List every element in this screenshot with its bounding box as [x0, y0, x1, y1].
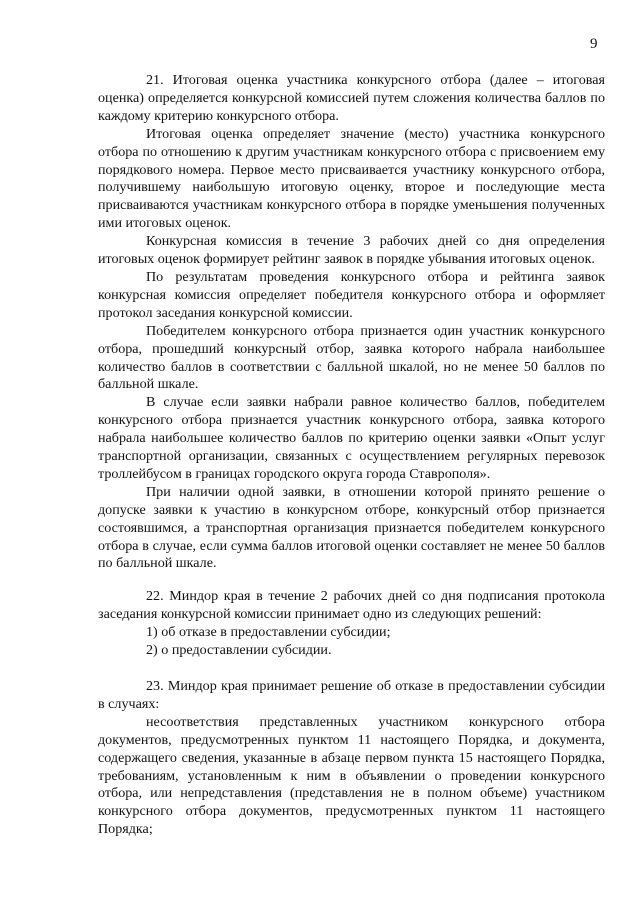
paragraph-22: 22. Миндор края в течение 2 рабочих дней со дня подписания протокола заседания конкурсной комиссии принимает одно из следующих решений: [98, 588, 605, 623]
paragraph-23: 23. Миндор края принимает решение об отказе в предоставлении субсидии в случаях: [98, 678, 605, 712]
paragraph-rating-formation: Конкурсная комиссия в течение 3 рабочих дней со дня определения итоговых оценок формирует рейтинг заявок в порядке убывания итоговых оценок. [98, 233, 605, 268]
list-item-provision: 2) о предоставлении субсидии. [146, 642, 332, 659]
paragraph-nonconformity: несоответствия представленных участником конкурсного отбора документов, предусмотренных пунктом 11 настоящего Порядка, и документа, содержащего сведения, указанные в абзаце первом пункта 15 настоящего Порядка, требованиям, установленным к ним в объявлении о проведении конкурсного отбора, или непредставления (представления не в полном объеме) участником конкурсного отбора документов, предусмотренных пунктом 11 настоящего Порядка; [98, 713, 605, 838]
document-body [98, 72, 605, 839]
paragraph-21: 21. Итоговая оценка участника конкурсного отбора (далее – итоговая оценка) определяется конкурсной комиссией путем сложения количества баллов по каждому критерию конкурсного отбора. [98, 72, 605, 124]
paragraph-equal-scores: В случае если заявки набрали равное количество баллов, победителем конкурсного отбора признается участник конкурсного отбора, заявка которого набрала наибольшее количество баллов по критерию оценки заявки «Опыт услуг транспортной организации, связанных с осуществлением регулярных перевозок троллейбусом в границах городского округа города Ставрополя». [98, 394, 605, 482]
paragraph-winner-criteria: Победителем конкурсного отбора признается один участник конкурсного отбора, прошедший конкурсный отбор, заявка которого набрала наибольшее количество баллов в соответствии с балльной шкалой, но не менее 50 баллов по балльной шкале. [98, 322, 605, 393]
paragraph-final-score-ranking: Итоговая оценка определяет значение (место) участника конкурсного отбора по отношению к другим участникам конкурсного отбора с присвоением ему порядкового номера. Первое место присваивается участнику конкурсного отбора, получившему наибольшую итоговую оценку, второе и последующие места присваиваются участникам конкурсного отбора в порядке уменьшения полученных ими итоговых оценок. [98, 125, 605, 232]
page-number: 9 [590, 36, 598, 52]
list-item-refusal: 1) об отказе в предоставлении субсидии; [146, 624, 391, 641]
paragraph-winner-determination: По результатам проведения конкурсного отбора и рейтинга заявок конкурсная комиссия определяет победителя конкурсного отбора и оформляет протокол заседания конкурсной комиссии. [98, 268, 605, 321]
paragraph-single-application: При наличии одной заявки, в отношении которой принято решение о допуске заявки к участию в конкурсном отборе, конкурсный отбор признается состоявшимся, а транспортная организация признается победителем конкурсного отбора в случае, если сумма баллов итоговой оценки составляет не менее 50 баллов по балльной шкале. [98, 483, 605, 572]
